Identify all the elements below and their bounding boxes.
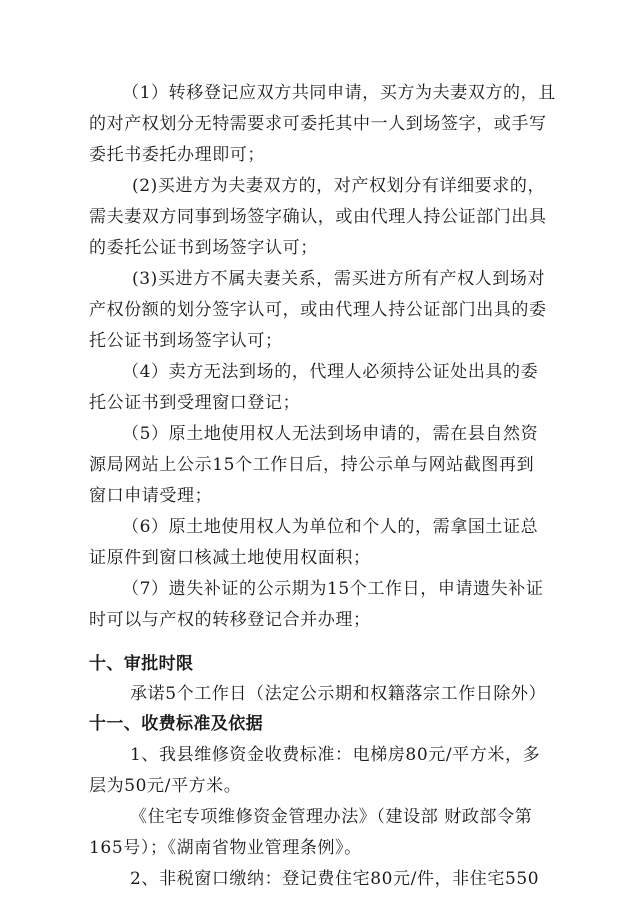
clause-5-line-3: 窗口申请受理；: [89, 486, 213, 506]
clause-4-line-2: 托公证书到受理窗口登记；: [89, 393, 301, 413]
clause-5-line-2: 源局网站上公示15个工作日后，持公示单与网站截图再到: [89, 455, 535, 475]
clause-1-line-3: 委托书委托办理即可；: [89, 145, 265, 165]
section-10-heading: 十、审批时限: [89, 654, 194, 674]
fee-basis-line-2: 165号）；《湖南省物业管理条例》。: [89, 838, 362, 858]
clause-1-line-1: （1）转移登记应双方共同申请，买方为夫妻双方的，且: [122, 83, 556, 103]
clause-2-line-2: 需夫妻双方同事到场签字确认，或由代理人持公证部门出具: [89, 207, 547, 227]
clause-3-line-2: 产权份额的划分签字认可，或由代理人持公证部门出具的委: [89, 300, 547, 320]
section-10-body: 承诺5个工作日（法定公示期和权籍落宗工作日除外）: [130, 684, 547, 704]
fee-item-1-line-1: 1、我县维修资金收费标准：电梯房80元/平方米，多: [130, 745, 541, 765]
clause-3-line-3: 托公证书到场签字认可；: [89, 331, 283, 351]
fee-item-2-line-1: 2、非税窗口缴纳：登记费住宅80元/件，非住宅550: [130, 869, 540, 889]
section-11-heading: 十一、收费标准及依据: [89, 714, 263, 734]
clause-1-line-2: 的对产权划分无特需要求可委托其中一人到场签字，或手写: [89, 114, 547, 134]
clause-7-line-1: （7）遗失补证的公示期为15个工作日，申请遗失补证: [122, 579, 544, 599]
clause-6-line-2: 证原件到窗口核减土地使用权面积；: [89, 548, 371, 568]
fee-basis-line-1: 《住宅专项维修资金管理办法》（建设部 财政部令第: [130, 807, 533, 827]
clause-3-line-1: (3)买进方不属夫妻关系，需买进方所有产权人到场对: [132, 269, 546, 289]
clause-5-line-1: （5）原土地使用权人无法到场申请的，需在县自然资: [122, 424, 539, 444]
clause-2-line-3: 的委托公证书到场签字认可；: [89, 238, 318, 258]
clause-7-line-2: 时可以与产权的转移登记合并办理；: [89, 610, 371, 630]
clause-6-line-1: （6）原土地使用权人为单位和个人的，需拿国土证总: [122, 517, 539, 537]
clause-2-line-1: (2)买进方为夫妻双方的，对产权划分有详细要求的，: [132, 176, 546, 196]
fee-item-1-line-2: 层为50元/平方米。: [89, 776, 242, 796]
clause-4-line-1: （4）卖方无法到场的，代理人必须持公证处出具的委: [122, 362, 539, 382]
